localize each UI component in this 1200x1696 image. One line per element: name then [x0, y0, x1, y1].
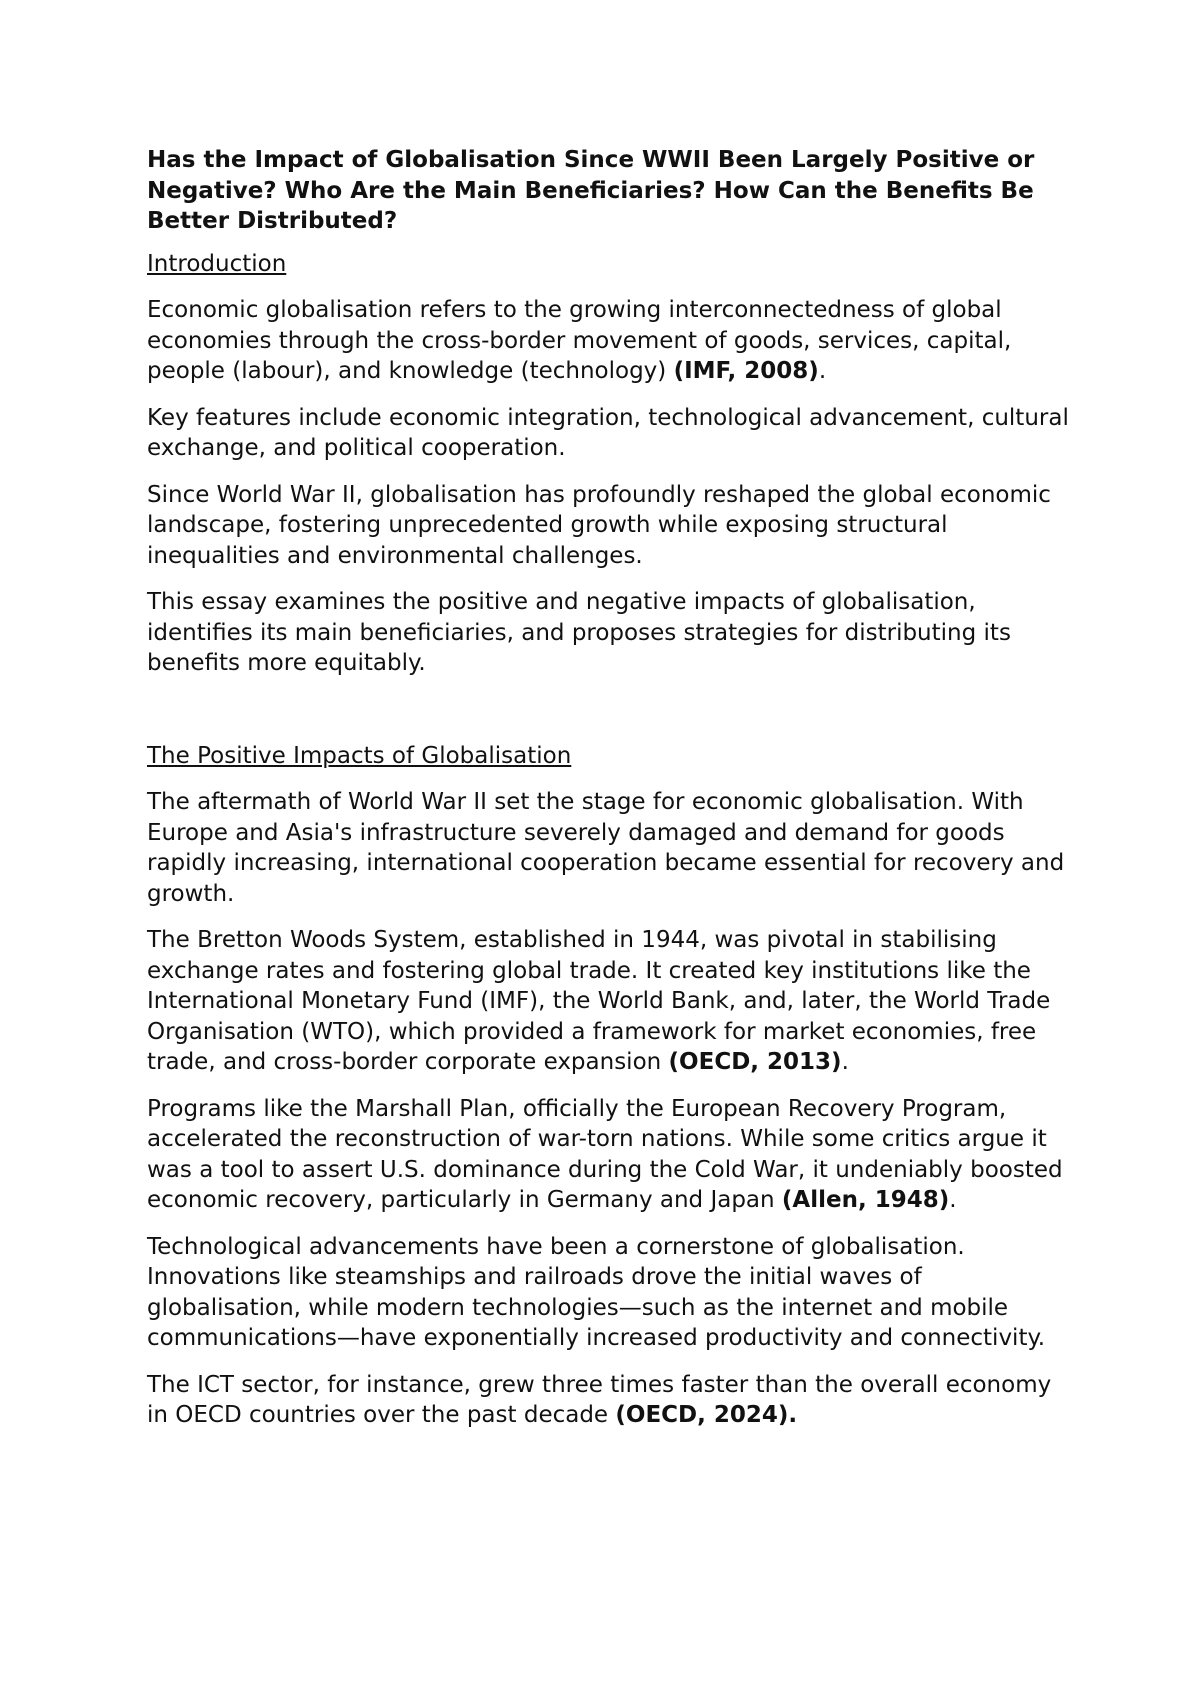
citation: (OECD, 2013) [668, 1049, 842, 1075]
section-heading-positive-impacts: The Positive Impacts of Globalisation [147, 742, 572, 769]
citation: (OECD, 2024). [615, 1402, 798, 1428]
citation: (IMF, 2008) [673, 358, 819, 384]
paragraph: The ICT sector, for instance, grew three times faster than the overall economy in OECD countries over the past decade (OECD, 2024). [147, 1371, 1052, 1428]
paragraph: Programs like the Marshall Plan, officially the European Recovery Program, accelerated the reconstruction of war-torn nations. While some critics argue it was a tool to assert U.S. dominance during the Cold War, it undeniably boosted economic recovery, particularly in Germany and Japan (Allen, 1948). [147, 1095, 1063, 1213]
paragraph: Key features include economic integration, technological advancement, cultural exchange, and political cooperation. [147, 404, 1069, 461]
section-heading-introduction: Introduction [147, 250, 287, 277]
citation: (Allen, 1948) [781, 1187, 950, 1213]
section-spacer [147, 695, 1077, 741]
paragraph: The Bretton Woods System, established in 1944, was pivotal in stabilising exchange rates and fostering global trade. It created key institutions like the International Monetary Fund (IMF), the World Bank, and, later, the World Trade Organisation (WTO), which provided a framework for market economies, free trade, and cross-border corporate expansion (OECD, 2013). [147, 927, 1051, 1075]
paragraph: Since World War II, globalisation has profoundly reshaped the global economic landscape, fostering unprecedented growth while exposing structural inequalities and environmental challenges. [147, 481, 1051, 569]
document-title: Has the Impact of Globalisation Since WWII Been Largely Positive or Negative? Who Are the Main Beneficiaries? How Can the Benefits Be Better Distributed? [147, 147, 1035, 234]
paragraph: Technological advancements have been a cornerstone of globalisation. Innovations like steamships and railroads drove the initial waves of globalisation, while modern technologies—such as the internet and mobile communications—have exponentially increased productivity and connectivity. [147, 1233, 1046, 1351]
paragraph: The aftermath of World War II set the stage for economic globalisation. With Europe and Asia's infrastructure severely damaged and demand for goods rapidly increasing, international cooperation became essential for recovery and growth. [147, 789, 1065, 907]
document-page [147, 145, 1077, 1447]
paragraph: This essay examines the positive and negative impacts of globalisation, identifies its main beneficiaries, and proposes strategies for distributing its benefits more equitably. [147, 589, 1011, 676]
paragraph: Economic globalisation refers to the growing interconnectedness of global economies through the cross-border movement of goods, services, capital, people (labour), and knowledge (technology) (IMF, 2008). [147, 297, 1012, 384]
